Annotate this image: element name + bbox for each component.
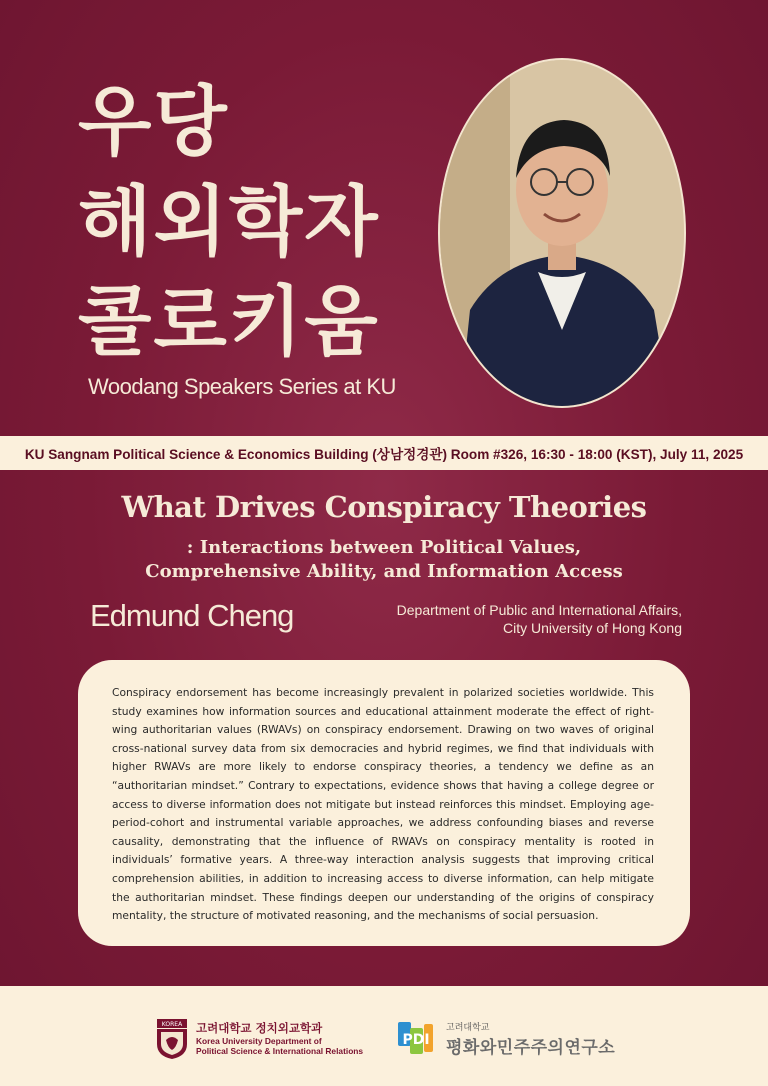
ku-department-korean: 고려대학교 정치외교학과: [196, 1021, 323, 1035]
korean-title-line-2: 해외학자: [78, 177, 380, 266]
affiliation-line-1: Department of Public and International Affairs,: [396, 602, 682, 618]
talk-title: What Drives Conspiracy Theories: [121, 490, 647, 524]
korean-title-line-3: 콜로키움: [78, 277, 380, 366]
affiliation-line-2: City University of Hong Kong: [503, 620, 682, 636]
pdi-institute-logo-icon: [398, 1020, 436, 1056]
speaker-affiliation: [397, 601, 682, 637]
talk-subtitle-line-1: : Interactions between Political Values,: [186, 537, 582, 558]
abstract-text: Conspiracy endorsement has become increasingly prevalent in polarized societies worldwide. This study examines how information sources and educational attainment moderate the effect of right-wing authoritarian values (RWAVs) on conspiracy endorsement. Drawing on two waves of original cross-national survey data from six democracies and hybrid regimes, we find that individuals with higher RWAVs are more likely to endorse conspiracy theories, a tendency we define as an “authoritarian mindset.” Contrary to expectations, evidence shows that having a college degree or access to diverse information does not mitigate but instead reinforces this mindset. Employing age-period-cohort and instrumental variable approaches, we address confounding biases and reverse causality, demonstrating that the influence of RWAVs on conspiracy mentality is rooted in individuals’ formative years. A three-way interaction analysis suggests that improving critical comprehension abilities, in addition to increasing access to diverse information, can help mitigate the authoritarian mindset. These findings deepen our understanding of the origins of conspiracy mentality, the structure of motivated reasoning, and the mechanisms of social persuasion.: [112, 686, 654, 923]
speaker-photo: [438, 58, 686, 408]
event-details: KU Sangnam Political Science & Economics Building (상남정경관) Room #326, 16:30 - 18:00 (KST), July 11, 2025: [24, 447, 744, 462]
korea-university-seal-icon: [156, 1018, 188, 1060]
event-details-band: [0, 436, 768, 470]
korean-title: [78, 72, 380, 372]
korean-title-line-1: 우당: [78, 77, 229, 166]
talk-subtitle-line-2: Comprehensive Ability, and Information Access: [145, 561, 623, 582]
ku-department-english: [196, 1036, 363, 1056]
institute-university: 고려대학교: [446, 1023, 490, 1033]
pdi-logo-text: PDI: [402, 1032, 430, 1048]
speaker-name: Edmund Cheng: [90, 598, 294, 633]
footer: [0, 986, 768, 1086]
institute-name: 평화와민주주의연구소: [446, 1038, 616, 1058]
ku-english-line-1: Korea University Department of: [196, 1036, 322, 1046]
talk-subtitle: [0, 536, 768, 584]
speaker-portrait-icon: [440, 60, 684, 406]
series-name: Woodang Speakers Series at KU: [88, 374, 396, 399]
seal-text: KOREA: [161, 1021, 183, 1028]
ku-english-line-2: Political Science & International Relations: [196, 1046, 364, 1056]
